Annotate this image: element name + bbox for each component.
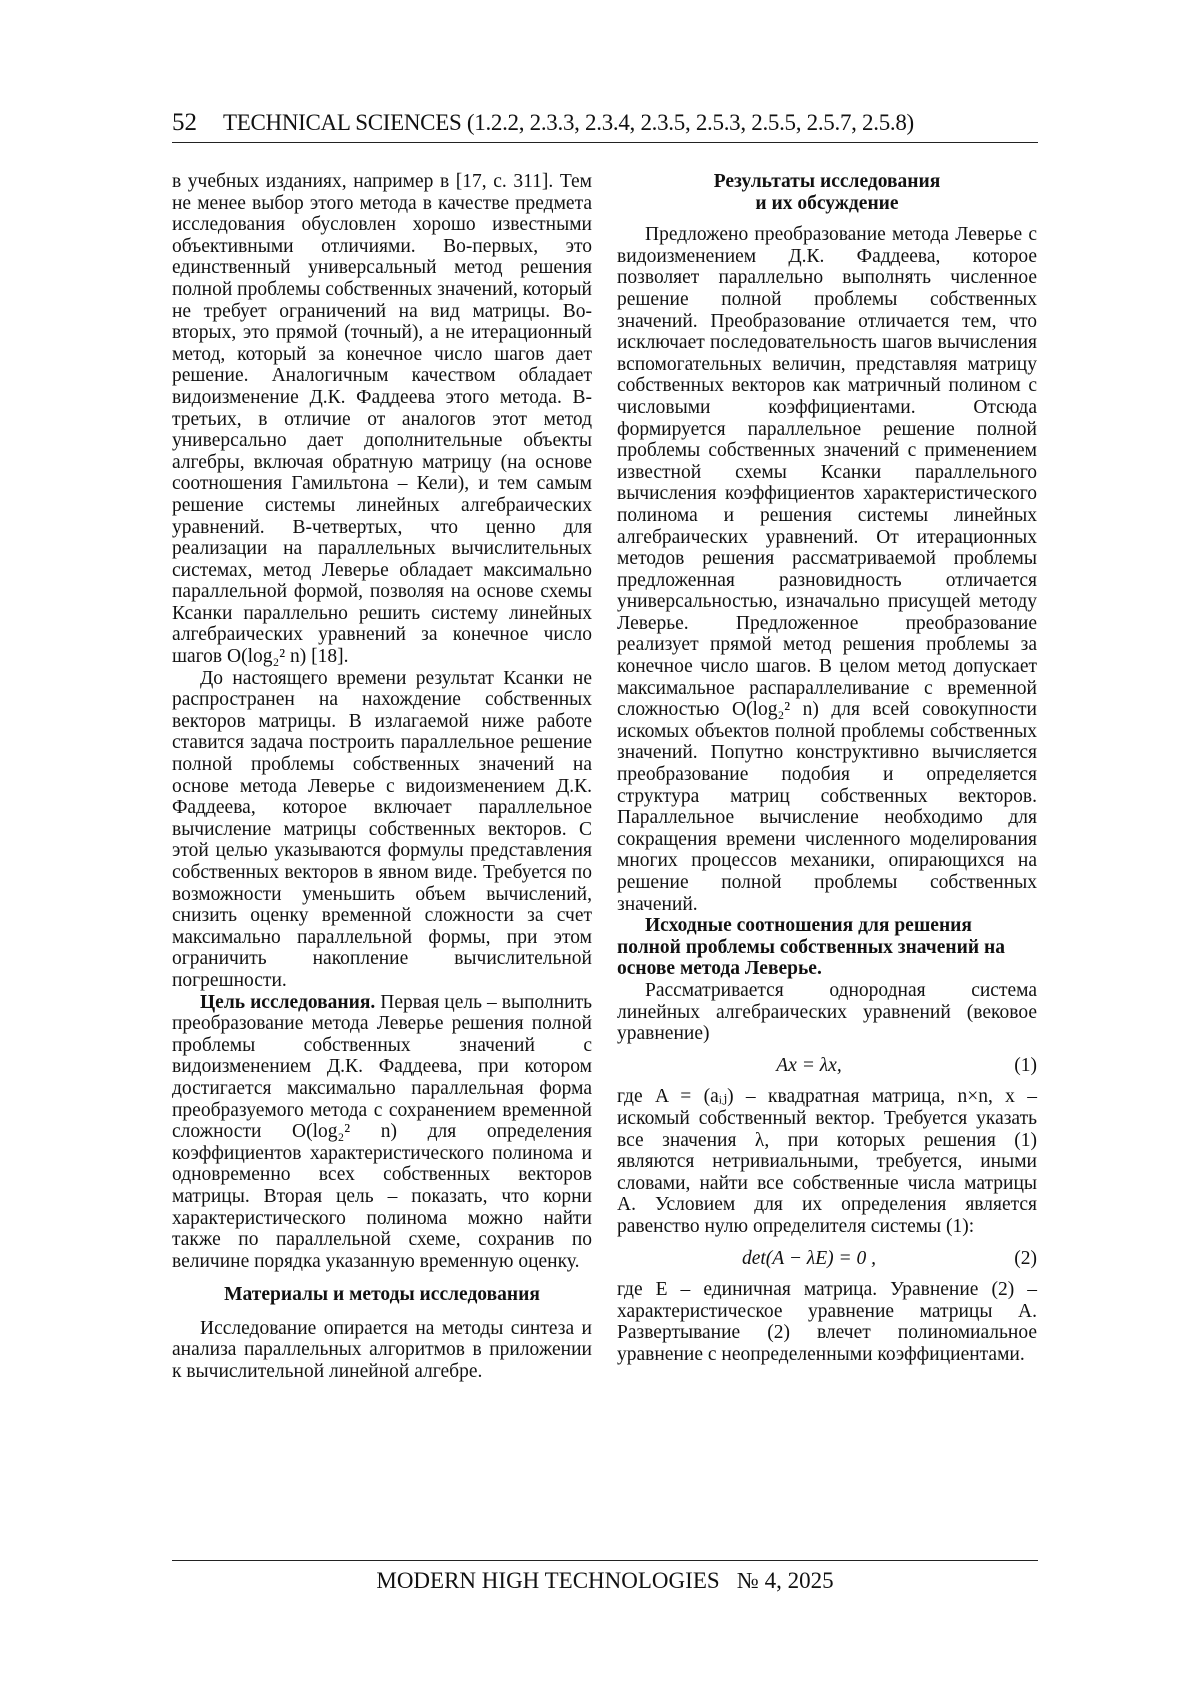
running-footer: MODERN HIGH TECHNOLOGIES № 4, 2025 bbox=[376, 1568, 834, 1593]
header-title: TECHNICAL SCIENCES (1.2.2, 2.3.3, 2.3.4, 2.3.5, 2.5.3, 2.5.5, 2.5.7, 2.5.8) bbox=[223, 110, 914, 135]
equation-1-expression: Ax = λx, bbox=[776, 1054, 842, 1076]
right-paragraph-1: Предложено преобразование метода Леверье с видоизменением Д.К. Фаддеева, которое позволяет параллельно выполнять численное решение полной проблемы собственных значений. Преобразование отличается тем, что исключает последовательность шагов вычисления вспомогательных величин, представляя матрицу собственных векторов как матричный полином с числовыми коэффициентами. Отсюда формируется параллельное решение полной проблемы собственных значений с применением известной схемы Ксанки параллельного вычисления коэффициентов характеристического полинома и решения системы линейных алгебраических уравнений. От итерационных методов решения рассматриваемой проблемы предложенная разновидность отличается универсальностью, изначально присущей методу Леверье. Предложенное преобразование реализует прямой метод решения проблемы за конечное число шагов. В целом метод допускает максимальное распараллеливание с временной сложностью O(log₂² n) для всей совокупности искомых объектов полной проблемы собственных значений. Попутно конструктивно вычисляется преобразование подобия и определяется структура матриц собственных векторов. Параллельное вычисление необходимо для сокращения времени численного моделирования многих процессов механики, опирающихся на решение полной проблемы собственных значений. bbox=[617, 224, 1037, 915]
aim-text: Первая цель – выполнить преобразование метода Леверье решения полной проблемы собственных значений с видоизменением Д.К. Фаддеева, при котором достигается максимально параллельная форма преобразуемого метода с сохранением временной сложности O(log₂² n) для определения коэффициентов характеристического полинома и одновременно всех собственных векторов матрицы. Вторая цель – показать, что корни характеристического полинома можно найти также по параллельной схеме, сохранив по величине порядка указанную временную оценку. bbox=[172, 991, 593, 1272]
running-header bbox=[172, 108, 1038, 138]
initial-relations-heading: Исходные соотношения для решения полной проблемы собственных значений на основе метода Леверье. bbox=[617, 915, 1005, 980]
right-paragraph-4: где E – единичная матрица. Уравнение (2) – характеристическое уравнение матрицы A. Развертывание (2) влечет полиномиальное уравнение с неопределенными коэффициентами. bbox=[617, 1279, 1037, 1365]
results-heading-line-1: Результаты исследования bbox=[713, 171, 941, 192]
methods-heading: Материалы и методы исследования bbox=[224, 1284, 540, 1306]
header-rule bbox=[172, 142, 1038, 143]
equation-2-number: (2) bbox=[1014, 1247, 1037, 1269]
equation-1-number: (1) bbox=[1014, 1054, 1037, 1076]
left-paragraph-aim bbox=[172, 992, 592, 1273]
page-number: 52 bbox=[172, 109, 197, 136]
left-paragraph-2: До настоящего времени результат Ксанки не распространен на нахождение собственных векторов матрицы. В излагаемой ниже работе ставится задача построить параллельное решение полной проблемы собственных значений на основе метода Леверье с видоизменением Д.К. Фаддеева, которое включает параллельное вычисление матрицы собственных векторов. С этой целью указываются формулы представления собственных векторов в явном виде. Требуется по возможности уменьшить объем вычислений, снизить оценку временной сложности за счет максимально параллельной формы, при этом ограничить накопление вычислительной погрешности. bbox=[172, 667, 592, 991]
aim-lead: Цель исследования. bbox=[200, 991, 376, 1013]
right-column bbox=[617, 171, 1037, 1365]
right-paragraph-2: Рассматривается однородная система линейных алгебраических уравнений (вековое уравнение) bbox=[617, 979, 1037, 1045]
right-paragraph-3: где A = (aᵢⱼ) – квадратная матрица, n×n, x – искомый собственный вектор. Требуется указать все значения λ, при которых решения (1) являются нетривиальными, требуется, иными словами, найти все собственные числа матрицы A. Условием для их определения является равенство нулю определителя системы (1): bbox=[617, 1086, 1037, 1237]
footer-rule bbox=[172, 1560, 1038, 1561]
left-paragraph-methods: Исследование опирается на методы синтеза и анализа параллельных алгоритмов в приложении к вычислительной линейной алгебре. bbox=[172, 1317, 592, 1383]
equation-1 bbox=[617, 1055, 1037, 1077]
results-heading-line-2: и их обсуждение bbox=[755, 192, 899, 214]
left-paragraph-1: в учебных изданиях, например в [17, с. 311]. Тем не менее выбор этого метода в качестве предмета исследования обусловлен хорошо известными объективными отличиями. Во-первых, это единственный универсальный метод решения полной проблемы собственных значений, который не требует ограничений на вид матрицы. Во-вторых, это прямой (точный), а не итерационный метод, который за конечное число шагов дает решение. Аналогичным качеством обладает видоизменение Д.К. Фаддеева этого метода. В-третьих, в отличие от аналогов этот метод универсально дает дополнительные объекты алгебры, включая обратную матрицу (на основе соотношения Гамильтона – Кели), и тем самым решение системы линейных алгебраических уравнений. В-четвертых, что ценно для реализации на параллельных вычислительных системах, метод Леверье обладает максимально параллельной формой, позволяя на основе схемы Ксанки параллельно решить систему линейных алгебраических уравнений за конечное число шагов O(log₂² n) [18]. bbox=[172, 171, 592, 668]
left-column bbox=[172, 171, 592, 1383]
equation-2 bbox=[617, 1248, 1037, 1270]
equation-2-expression: det(A − λE) = 0 , bbox=[741, 1247, 877, 1269]
